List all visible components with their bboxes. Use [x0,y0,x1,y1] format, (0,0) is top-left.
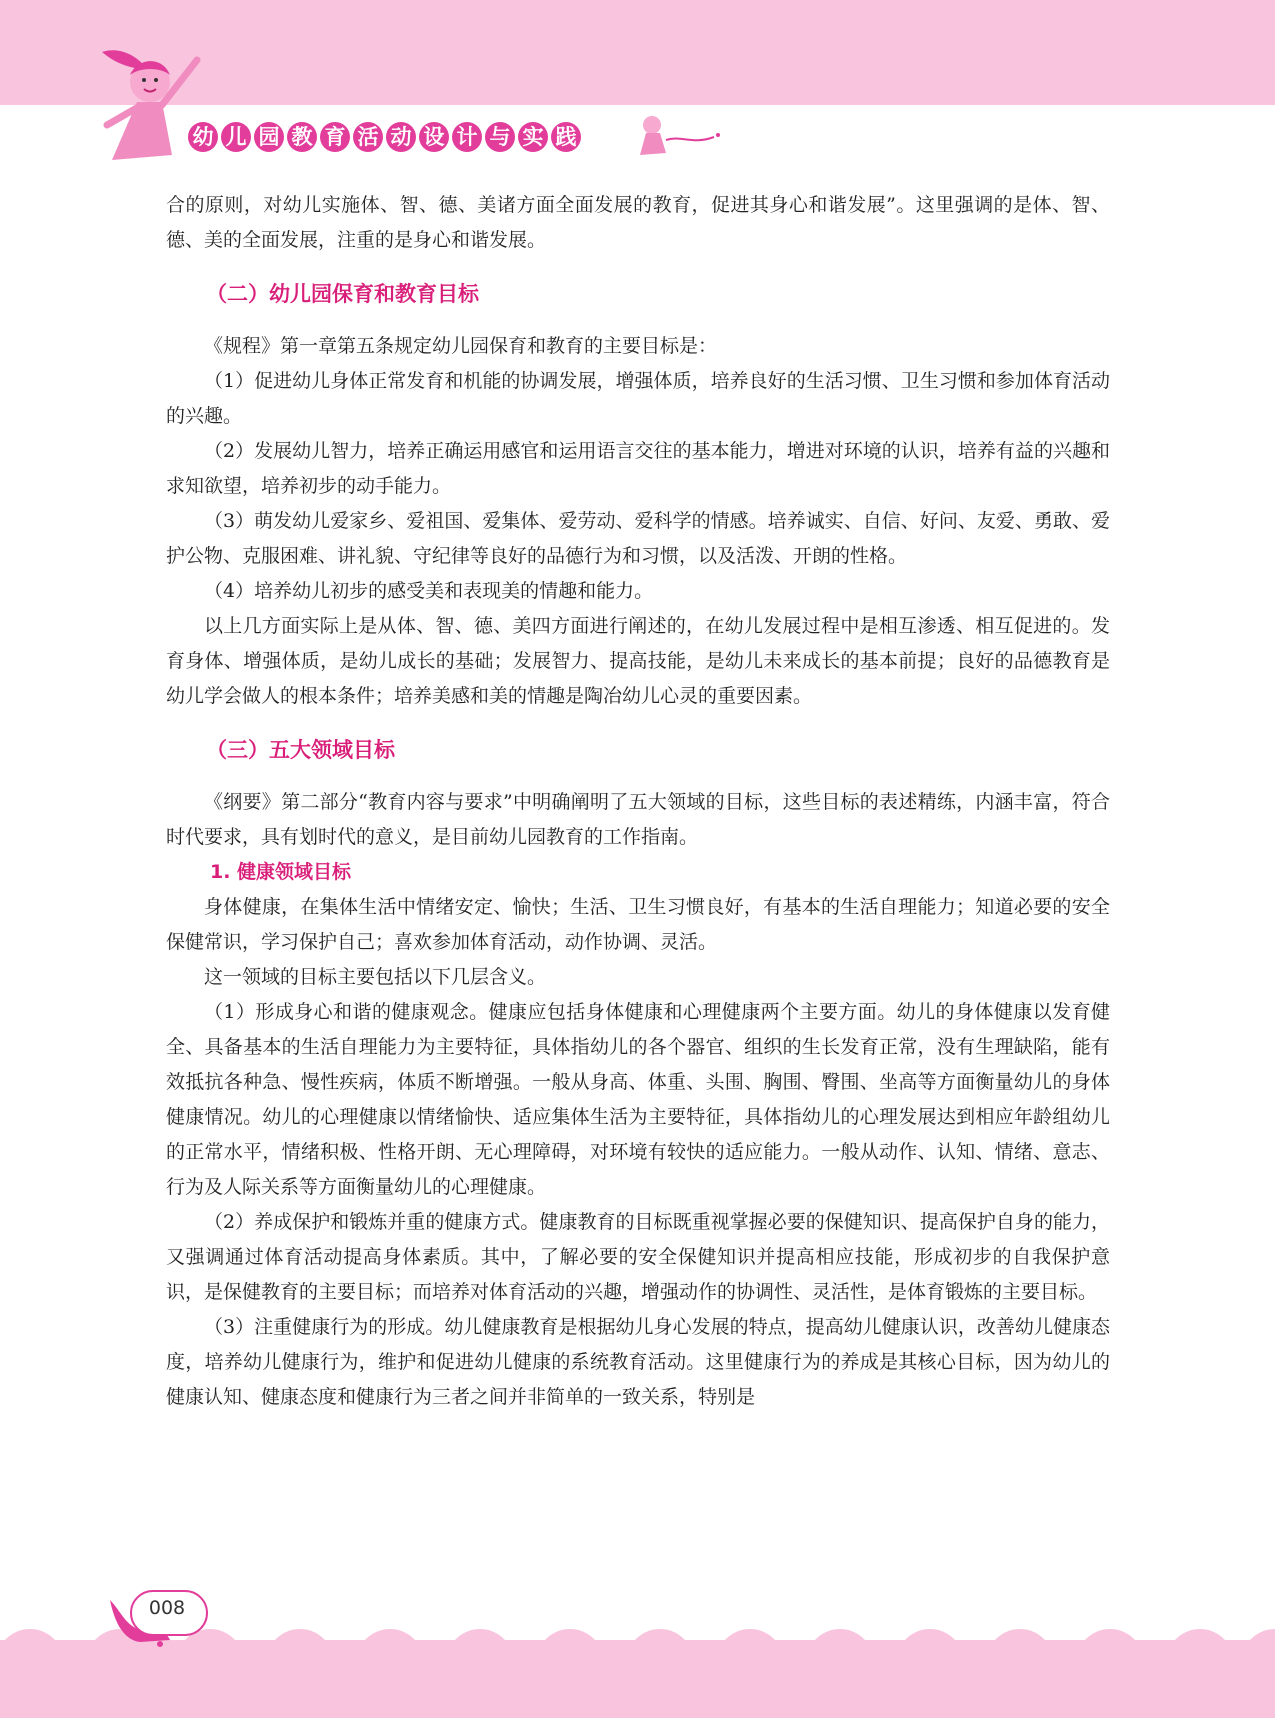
paragraph: （2）养成保护和锻炼并重的健康方式。健康教育的目标既重视掌握必要的保健知识、提高保护自身的能力，又强调通过体育活动提高身体素质。其中，了解必要的安全保健知识并提高相应技能，形成初步的自我保护意识，是保健教育的主要目标；而培养对体育活动的兴趣，增强动作的协调性、灵活性，是体育锻炼的主要目标。 [166,1211,1110,1303]
title-char: 育 [320,122,350,152]
title-char: 与 [485,122,515,152]
paragraph: 这一领域的目标主要包括以下几层含义。 [204,966,547,988]
title-char: 实 [518,122,548,152]
paragraph: 以上几方面实际上是从体、智、德、美四方面进行阐述的，在幼儿发展过程中是相互渗透、相互促进的。发育身体、增强体质，是幼儿成长的基础；发展智力、提高技能，是幼儿未来成长的基本前提；良好的品德教育是幼儿学会做人的根本条件；培养美感和美的情趣是陶冶幼儿心灵的重要因素。 [166,615,1110,707]
title-char: 计 [452,122,482,152]
paragraph: 《规程》第一章第五条规定幼儿园保育和教育的主要目标是： [204,335,718,357]
title-char: 幼 [188,122,218,152]
section-heading: （三）五大领域目标 [206,737,395,762]
title-char: 践 [551,122,581,152]
title-char: 设 [419,122,449,152]
subsection-heading: 1. 健康领域目标 [210,861,352,883]
footer-band [0,1640,1275,1718]
paragraph: 合的原则，对幼儿实施体、智、德、美诸方面全面发展的教育，促进其身心和谐发展”。这里强调的是体、智、德、美的全面发展，注重的是身心和谐发展。 [166,194,1110,251]
fairy-illustration [632,105,722,165]
title-char: 教 [287,122,317,152]
paragraph: （3）萌发幼儿爱家乡、爱祖国、爱集体、爱劳动、爱科学的情感。培养诚实、自信、好问、友爱、勇敢、爱护公物、克服困难、讲礼貌、守纪律等良好的品德行为和习惯，以及活泼、开朗的性格。 [166,510,1110,567]
page-body [166,188,1110,1415]
paragraph: （3）注重健康行为的形成。幼儿健康教育是根据幼儿身心发展的特点，提高幼儿健康认识，改善幼儿健康态度，培养幼儿健康行为，维护和促进幼儿健康的系统教育活动。这里健康行为的养成是其核心目标，因为幼儿的健康认知、健康态度和健康行为三者之间并非简单的一致关系，特别是 [166,1316,1110,1408]
paragraph: （2）发展幼儿智力，培养正确运用感官和运用语言交往的基本能力，增进对环境的认识，培养有益的兴趣和求知欲望，培养初步的动手能力。 [166,440,1110,497]
section-heading: （二）幼儿园保育和教育目标 [206,281,479,306]
paragraph: （1）促进幼儿身体正常发育和机能的协调发展，增强体质，培养良好的生活习惯、卫生习惯和参加体育活动的兴趣。 [166,370,1110,427]
title-char: 活 [353,122,383,152]
paragraph: （1）形成身心和谐的健康观念。健康应包括身体健康和心理健康两个主要方面。幼儿的身体健康以发育健全、具备基本的生活自理能力为主要特征，具体指幼儿的各个器官、组织的生长发育正常，没有生理缺陷，能有效抵抗各种急、慢性疾病，体质不断增强。一般从身高、体重、头围、胸围、臀围、坐高等方面衡量幼儿的身体健康情况。幼儿的心理健康以情绪愉快、适应集体生活为主要特征，具体指幼儿的心理发展达到相应年龄组幼儿的正常水平，情绪积极、性格开朗、无心理障碍，对环境有较快的适应能力。一般从动作、认知、情绪、意志、行为及人际关系等方面衡量幼儿的心理健康。 [166,1001,1110,1198]
book-title [188,122,581,162]
title-char: 动 [386,122,416,152]
paragraph: 身体健康，在集体生活中情绪安定、愉快；生活、卫生习惯良好，有基本的生活自理能力；知道必要的安全保健常识，学习保护自己；喜欢参加体育活动，动作协调、灵活。 [166,896,1110,953]
paragraph: （4）培养幼儿初步的感受美和表现美的情趣和能力。 [204,580,654,602]
paragraph: 《纲要》第二部分“教育内容与要求”中明确阐明了五大领域的目标，这些目标的表述精练，内涵丰富，符合时代要求，具有划时代的意义，是目前幼儿园教育的工作指南。 [166,791,1110,848]
title-char: 儿 [221,122,251,152]
page-number: 008 [148,1597,186,1619]
title-char: 园 [254,122,284,152]
